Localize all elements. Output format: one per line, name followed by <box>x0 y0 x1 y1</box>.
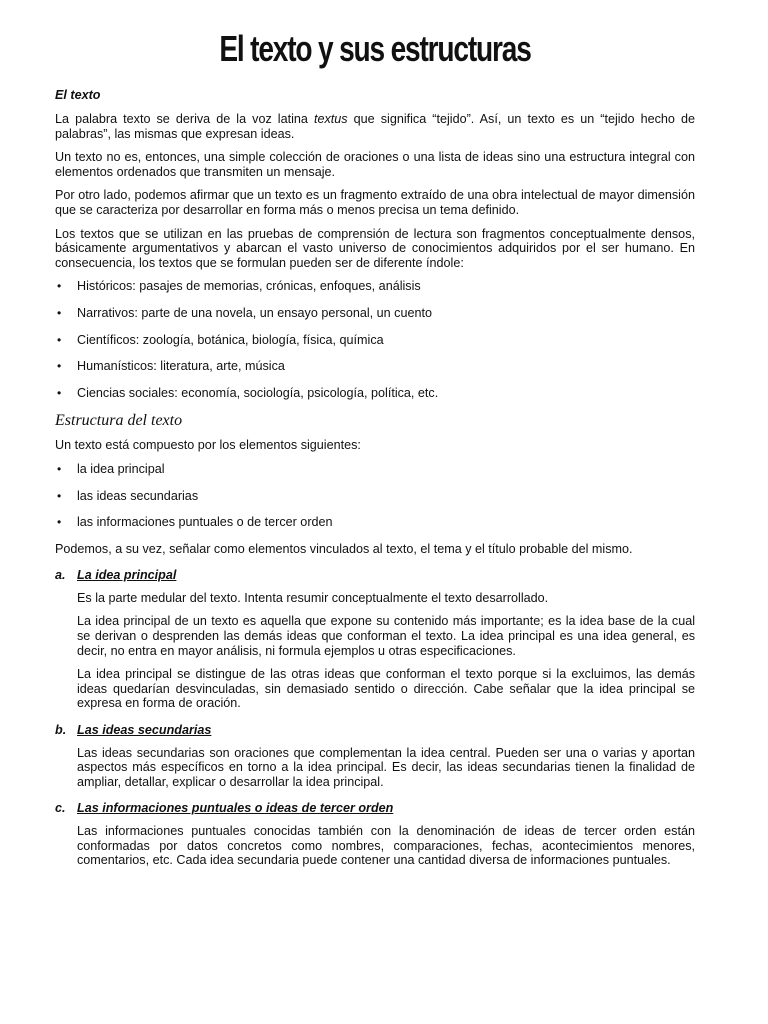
subsection-heading-b <box>55 723 695 738</box>
italic-term: textus <box>313 112 348 126</box>
paragraph: Por otro lado, podemos afirmar que un texto es un fragmento extraído de una obra intelectual de mayor dimensión que se caracteriza por desarrollar en forma más o menos precisa un tema definido. <box>55 188 695 217</box>
list-item: • Históricos: pasajes de memorias, crónicas, enfoques, análisis <box>55 279 695 294</box>
bullet-list-elements <box>55 462 695 530</box>
paragraph <box>55 112 695 141</box>
paragraph: Es la parte medular del texto. Intenta resumir conceptualmente el texto desarrollado. <box>77 590 549 605</box>
subsection-title: La idea principal <box>77 568 177 583</box>
section-heading-el-texto: El texto <box>55 88 101 102</box>
subsection-title: Las informaciones puntuales o ideas de tercer orden <box>77 801 394 816</box>
paragraph: La idea principal de un texto es aquella que expone su contenido más importante; es la idea base de la cual se derivan o desprenden las demás ideas que conforman el texto. La idea principal es una idea general, es decir, no entra en mayor análisis, ni formula ejemplos u otras especificaciones. <box>77 614 695 658</box>
subsection-heading-a <box>55 568 695 583</box>
list-item: • las informaciones puntuales o de tercer orden <box>55 515 695 530</box>
page-title: El texto y sus estructuras <box>219 28 531 69</box>
bullet-list-text-types <box>55 279 695 400</box>
paragraph: Un texto no es, entonces, una simple colección de oraciones o una lista de ideas sino una estructura integral con elementos ordenados que transmiten un mensaje. <box>55 150 695 179</box>
list-item: • Ciencias sociales: economía, sociología, psicología, política, etc. <box>55 386 695 401</box>
paragraph: La idea principal se distingue de las otras ideas que conforman el texto porque si la excluimos, las demás ideas quedarían desvinculadas, sin demasiado sentido o dirección. Cabe señalar que la idea principal se expresa en forma de oración. <box>77 667 695 711</box>
paragraph: Un texto está compuesto por los elementos siguientes: <box>55 438 361 453</box>
paragraph: Las informaciones puntuales conocidas también con la denominación de ideas de tercer orden están conformadas por datos concretos como nombres, comparaciones, fechas, acontecimientos menores, comentarios, etc. Cada idea secundaria puede contener una cantidad diversa de informaciones puntuales. <box>77 824 695 868</box>
text-run: La palabra texto se deriva de la voz latina <box>55 112 314 126</box>
section-heading-estructura: Estructura del texto <box>55 412 183 430</box>
list-item: • Narrativos: parte de una novela, un ensayo personal, un cuento <box>55 306 695 321</box>
paragraph: Podemos, a su vez, señalar como elementos vinculados al texto, el tema y el título probable del mismo. <box>55 541 633 556</box>
text-run: que significa “tejido”. Así, un texto es un “tejido hecho de palabras”, las mismas que expresan ideas. <box>55 112 695 141</box>
paragraph: Las ideas secundarias son oraciones que complementan la idea central. Pueden ser una o varias y aportan aspectos más específicos en torno a la idea principal. Es decir, las ideas secundarias tienen la finalidad de ampliar, detallar, explicar o desarrollar la idea principal. <box>77 745 695 789</box>
list-item: • las ideas secundarias <box>55 489 695 504</box>
subsection-letter: a. <box>55 568 66 583</box>
list-item: • Humanísticos: literatura, arte, música <box>55 359 695 374</box>
subsection-heading-c <box>55 801 695 816</box>
document-page <box>55 28 695 877</box>
subsection-letter: b. <box>55 723 67 738</box>
list-item: • la idea principal <box>55 462 695 477</box>
paragraph: Los textos que se utilizan en las pruebas de comprensión de lectura son fragmentos conceptualmente densos, básicamente argumentativos y abarcan el vasto universo de conocimientos adquiridos por el ser humano. En consecuencia, los textos que se formulan pueden ser de diferente índole: <box>55 226 695 270</box>
subsection-title: Las ideas secundarias <box>77 723 212 738</box>
list-item: • Científicos: zoología, botánica, biología, física, química <box>55 333 695 348</box>
subsection-letter: c. <box>55 801 66 816</box>
